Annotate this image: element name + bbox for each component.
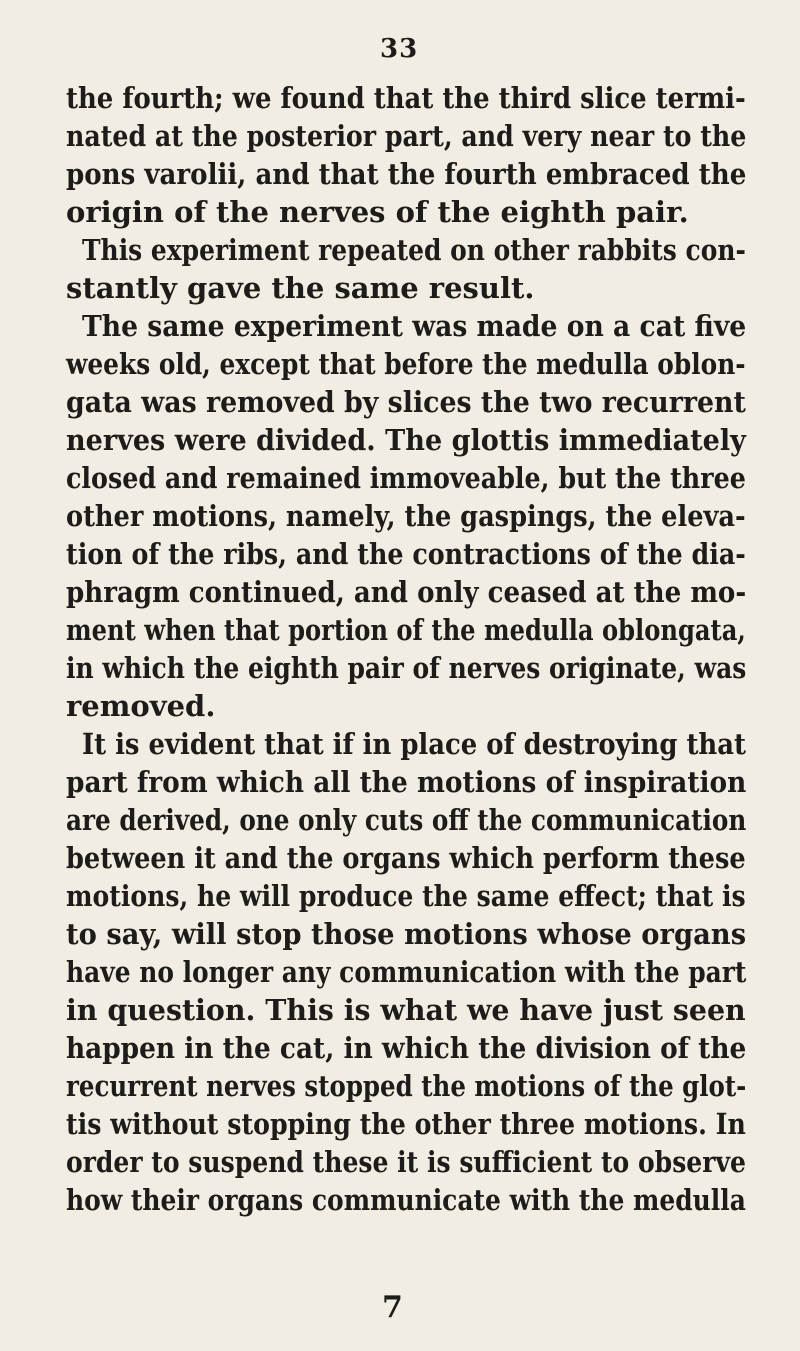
text-line: origin of the nerves of the eighth pair.: [66, 195, 689, 229]
text-line: happen in the cat, in which the division of the: [66, 1031, 747, 1065]
text-line: removed.: [66, 689, 216, 723]
text-line: tion of the ribs, and the contractions of the dia-: [66, 537, 746, 571]
text-line: weeks old, except that before the medulla oblon-: [66, 347, 746, 381]
text-line: phragm continued, and only ceased at the mo-: [66, 575, 747, 609]
text-line: the fourth; we found that the third slice termi-: [66, 81, 746, 115]
text-line: other motions, namely, the gaspings, the eleva-: [66, 499, 746, 533]
text-line: in which the eighth pair of nerves originate, was: [66, 651, 747, 685]
text-line: motions, he will produce the same effect; that is: [66, 879, 746, 913]
page-number: 33: [380, 34, 419, 64]
text-line: nerves were divided. The glottis immediately: [66, 423, 746, 457]
text-line: how their organs communicate with the medulla: [66, 1183, 746, 1217]
text-line: The same experiment was made on a cat five: [82, 309, 747, 343]
text-line: nated at the posterior part, and very near to the: [66, 119, 747, 153]
text-line: It is evident that if in place of destroying that: [82, 727, 746, 761]
text-line: pons varolii, and that the fourth embraced the: [66, 157, 747, 191]
text-line: ment when that portion of the medulla oblongata,: [66, 613, 746, 647]
text-line: are derived, one only cuts off the communication: [66, 803, 747, 837]
text-line: in question. This is what we have just seen: [66, 993, 746, 1027]
text-line: gata was removed by slices the two recurrent: [66, 385, 746, 419]
text-line: have no longer any communication with the part: [66, 955, 747, 989]
signature-mark: 7: [382, 1290, 403, 1325]
text-line: order to suspend these it is sufficient to observe: [66, 1145, 746, 1179]
text-line: to say, will stop those motions whose organs: [66, 917, 747, 951]
text-line: This experiment repeated on other rabbits con-: [82, 233, 746, 267]
text-line: closed and remained immoveable, but the three: [66, 461, 746, 495]
text-line: tis without stopping the other three motions. In: [66, 1107, 746, 1141]
text-line: stantly gave the same result.: [66, 271, 535, 305]
text-line: part from which all the motions of inspiration: [66, 765, 747, 799]
text-line: between it and the organs which perform these: [66, 841, 746, 875]
text-line: recurrent nerves stopped the motions of the glot-: [66, 1069, 747, 1103]
